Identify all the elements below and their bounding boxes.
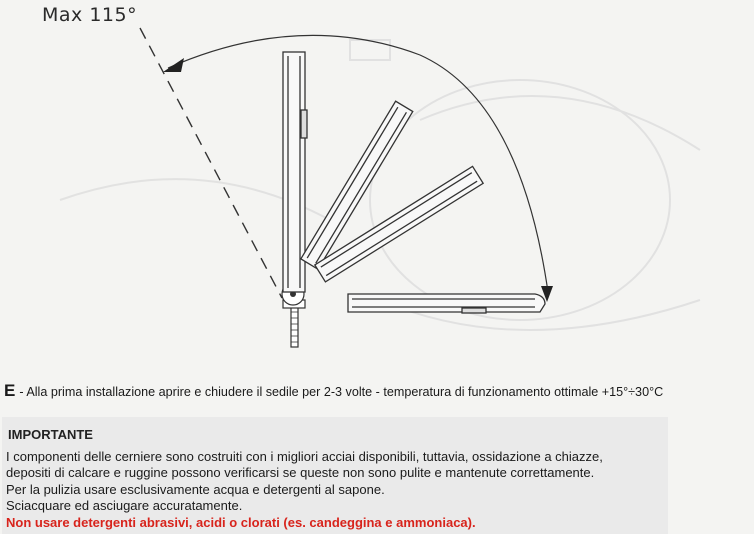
caption-text: - Alla prima installazione aprire e chiudere il sedile per 2-3 volte - temperatura di funzionamento ottimale +15°÷30°C [19, 385, 664, 399]
max-angle-dashed-line [140, 28, 282, 298]
arrowhead-left [163, 58, 184, 72]
caption-e [4, 381, 754, 401]
notice-body [6, 449, 603, 531]
notice-warning: Non usare detergenti abrasivi, acidi o clorati (es. candeggina e ammoniaca). [6, 514, 476, 530]
hinge-screw [283, 300, 305, 347]
max-angle-label: Max 115° [42, 4, 138, 26]
notice-line: Per la pulizia usare esclusivamente acqua e detergenti al sapone. [6, 481, 385, 497]
notice-line: depositi di calcare e ruggine possono verificarsi se queste non sono pulite e mantenute correttamente. [6, 465, 595, 481]
notice-title: IMPORTANTE [8, 427, 93, 442]
seat-position-closed [348, 294, 545, 313]
caption-letter: E [4, 381, 16, 400]
notice-line: I componenti delle cerniere sono costruiti con i migliori acciai disponibili, tuttavia, ossidazione a chiazze, [6, 449, 603, 464]
background-ghost-shapes [60, 40, 700, 330]
notice-line: Sciacquare ed asciugare accuratamente. [6, 498, 243, 514]
important-notice [2, 417, 668, 534]
